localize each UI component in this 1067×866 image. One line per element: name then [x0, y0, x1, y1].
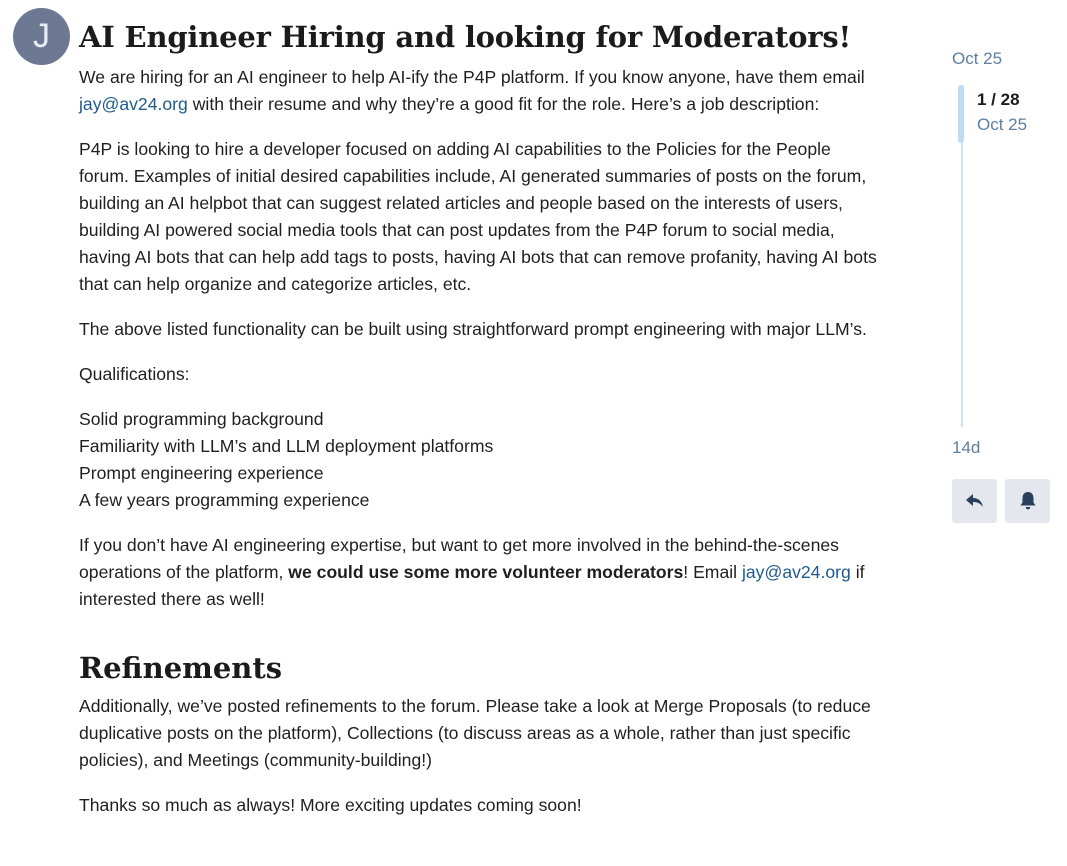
refinements-heading: Refinements [79, 651, 283, 685]
intro-paragraph [79, 64, 879, 118]
moderators-bold-text: we could use some more volunteer moderators [288, 562, 684, 582]
moderators-paragraph [79, 532, 879, 613]
qualifications-list [79, 406, 879, 514]
post-body [79, 0, 879, 819]
moderators-text-before: If you don’t have AI engineering expertise, but want to get more involved in the behind-the-scenes operations of the platform, [79, 535, 839, 582]
notifications-button[interactable] [1005, 479, 1050, 523]
refinements-paragraph: Additionally, we’ve posted refinements to the forum. Please take a look at Merge Proposals (to reduce duplicative posts on the platform), Collections (to discuss areas as a whole, rather than just specific policies), and Meetings (community-building!) [79, 696, 871, 770]
qualification-item: A few years programming experience [79, 490, 370, 510]
moderators-text-after: if interested there as well! [79, 562, 865, 609]
functionality-note: The above listed functionality can be built using straightforward prompt engineering with major LLM’s. [79, 319, 867, 339]
moderators-text-mid: ! Email [683, 562, 738, 582]
job-description: P4P is looking to hire a developer focused on adding AI capabilities to the Policies for the People forum. Examples of initial desired capabilities include, AI generated summaries of posts on the forum, building an AI helpbot that can suggest related articles and people based on the interests of users, building AI powered social media tools that can post updates from the P4P forum to social media, having AI bots that can help add tags to posts, having AI bots that can remove profanity, having AI bots that can help organize and categorize articles, etc. [79, 139, 877, 294]
moderators-email-link[interactable]: jay@av24.org [741, 562, 851, 582]
intro-text-before: We are hiring for an AI engineer to help AI-ify the P4P platform. If you know anyone, have them email [79, 67, 865, 87]
email-link[interactable]: jay@av24.org [79, 94, 188, 114]
qualification-item: Solid programming background [79, 409, 324, 429]
topic-title: AI Engineer Hiring and looking for Moderators! [79, 20, 852, 54]
timeline-current-date: Oct 25 [977, 115, 1028, 134]
intro-text-after: with their resume and why they’re a good fit for the role. Here’s a job description: [192, 94, 820, 114]
timeline-scroll-handle[interactable] [958, 85, 964, 143]
qualification-item: Prompt engineering experience [79, 463, 324, 483]
author-avatar[interactable]: J [13, 8, 70, 65]
timeline-post-position: 1 / 28 [977, 90, 1020, 109]
reply-button[interactable] [952, 479, 997, 523]
qualifications-heading: Qualifications: [79, 364, 190, 384]
reply-icon [965, 492, 985, 510]
qualification-item: Familiarity with LLM’s and LLM deployment platforms [79, 436, 494, 456]
timeline-start-date[interactable]: Oct 25 [952, 49, 1003, 68]
closing-paragraph: Thanks so much as always! More exciting updates coming soon! [79, 795, 582, 815]
timeline-end-label[interactable]: 14d [952, 438, 981, 457]
bell-icon [1019, 491, 1037, 511]
